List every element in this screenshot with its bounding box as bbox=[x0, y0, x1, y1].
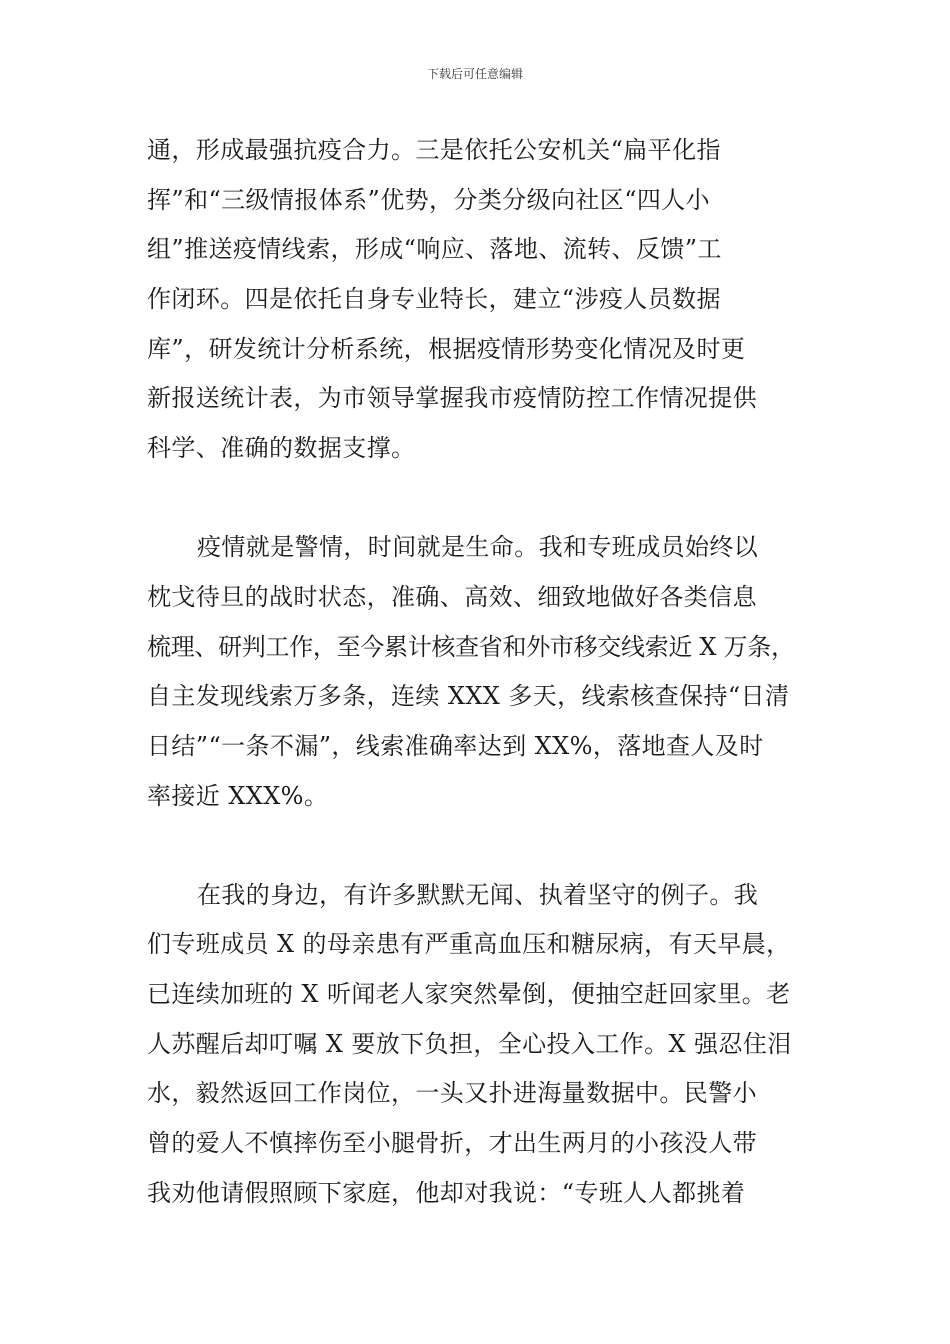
paragraph-1-line-7: 科学、准确的数据支撑。 bbox=[147, 434, 416, 462]
paragraph-3-line-1: 在我的身边，有许多默默无闻、执着坚守的例子。我 bbox=[197, 881, 759, 909]
paragraph-3-line-7: 我劝他请假照顾下家庭，他却对我说：“专班人人都挑着 bbox=[147, 1179, 746, 1207]
paragraph-2-line-1: 疫情就是警情，时间就是生命。我和专班成员始终以 bbox=[197, 533, 759, 561]
paragraph-1-line-1: 通，形成最强抗疫合力。三是依托公安机关“扁平化指 bbox=[147, 136, 721, 164]
paragraph-2-line-5: 日结”“一条不漏”，线索准确率达到 XX%，落地查人及时 bbox=[147, 732, 764, 760]
paragraph-1-line-5: 库”，研发统计分析系统，根据疫情形势变化情况及时更 bbox=[147, 335, 746, 363]
paragraph-1-line-6: 新报送统计表，为市领导掌握我市疫情防控工作情况提供 bbox=[147, 384, 757, 412]
paragraph-2-line-2: 枕戈待旦的战时状态，准确、高效、细致地做好各类信息 bbox=[147, 583, 757, 611]
paragraph-3-line-6: 曾的爱人不慎摔伤至小腿骨折，才出生两月的小孩没人带 bbox=[147, 1129, 757, 1157]
paragraph-3-line-5: 水，毅然返回工作岗位，一头又扑进海量数据中。民警小 bbox=[147, 1079, 757, 1107]
paragraph-2-line-4: 自主发现线索万多条，连续 XXX 多天，线索核查保持“日清 bbox=[147, 682, 790, 710]
paragraph-3-line-4: 人苏醒后却叮嘱 X 要放下负担，全心投入工作。X 强忍住泪 bbox=[147, 1030, 792, 1058]
paragraph-2-line-6: 率接近 XXX%。 bbox=[147, 782, 329, 810]
paragraph-2-line-3: 梳理、研判工作，至今累计核查省和外市移交线索近 X 万条， bbox=[147, 633, 795, 661]
paragraph-3-line-3: 已连续加班的 X 听闻老人家突然晕倒，便抽空赶回家里。老 bbox=[147, 980, 791, 1008]
paragraph-1-line-2: 挥”和“三级情报体系”优势，分类分级向社区“四人小 bbox=[147, 186, 711, 214]
paragraph-3-line-2: 们专班成员 X 的母亲患有严重高血压和糖尿病，有天早晨， bbox=[147, 930, 791, 958]
paragraph-1-line-3: 组”推送疫情线索，形成“响应、落地、流转、反馈”工 bbox=[147, 235, 722, 263]
page-header: 下载后可任意编辑 bbox=[426, 67, 523, 81]
paragraph-1-line-4: 作闭环。四是依托自身专业特长，建立“涉疫人员数据 bbox=[147, 285, 721, 313]
